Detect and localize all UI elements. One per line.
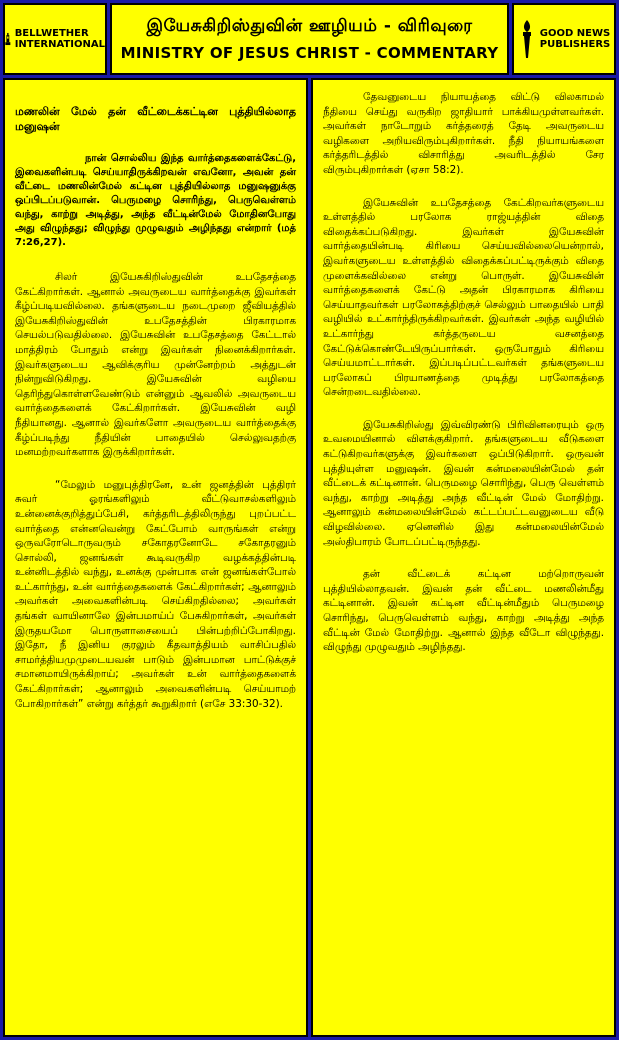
title-box	[110, 3, 509, 75]
left-paragraph-2: “மேலும் மனுபுத்திரனே, உன் ஜனத்தின் புத்திரர் சுவர் ஓரங்களிலும் வீட்டுவாசல்களிலும் உன்னைக்குறித்துப்பேசி, கர்த்தரிடத்திலிருந்து புறப்பட்ட வார்த்தை என்னவென்று கேட்போம் வாருங்கள் என்று ஒருவரோடொருவரும் சகோதரனோடே சகோதரனும் சொல்லி, ஜனங்கள் கூடிவருகிற வழக்கத்தின்படி உன்னிடத்தில் வந்து, உனக்கு முன்பாக என் ஜனங்கள்போல் உட்கார்ந்து, உன் வார்த்தைகளைக் கேட்கிறார்கள்; ஆனாலும் அவர்கள் அவைகளின்படி செய்கிறதில்லை; அவர்கள் தங்கள் வாயினாலே இன்பமாய்ப் பேசுகிறார்கள், அவர்கள் இருதயமோ பொருளாசையைப் பின்பற்றிப்போகிறது. இதோ, நீ இனிய குரலும் கீதவாத்தியம் வாசிப்பதில் சாமர்த்தியமுமுடையவன் பாடும் இன்பமான பாட்டுக்குச் சமானமாயிருக்கிறாய்; அவர்கள் உன் வார்த்தைகளைக் கேட்கிறார்கள்; ஆனாலும் அவைகளின்படி செய்யாமற் போகிறார்கள்” என்று கர்த்தர் கூறுகிறார் (எசே 33:30-32).	[15, 478, 296, 710]
title-tamil: இயேசுகிறிஸ்துவின் ஊழியம் - விரிவுரை	[146, 16, 473, 36]
right-column	[311, 78, 616, 1037]
logo-left-line2: INTERNATIONAL	[14, 39, 105, 50]
right-paragraph-1: தேவனுடைய நியாயத்தை விட்டு விலகாமல் நீதியை செய்து வருகிற ஜாதியார் பாக்கியமுள்ளவர்கள். அவர்கள் நாடோறும் கர்த்தரைத் தேடி அவருடைய வழிகளை அறியவிரும்புகிறார்கள். நீதி நியாயங்களை கர்த்தரிடத்தில் விசாரித்து அவரிடத்தில் சேர விரும்புகிறார்கள் (ஏசா 58:2).	[323, 91, 604, 176]
good-news-logo-text	[540, 28, 610, 51]
bellwether-logo	[3, 3, 107, 75]
bellwether-logo-text	[15, 28, 105, 51]
good-news-logo	[512, 3, 616, 75]
left-column	[3, 78, 308, 1037]
left-paragraph-1: சிலர் இயேசுகிறிஸ்துவின் உபதேசத்தை கேட்கிறார்கள். ஆனால் அவருடைய வார்த்தைக்கு இவர்கள் கீழ்ப்படியவில்லை. தங்களுடைய நடைமுறை ஜீவியத்தில் இயேசுகிறிஸ்துவின் உபதேசத்தின் பிரகாரமாக செயல்படுவதில்லை. இயேசுவின் உபதேசத்தை கேட்டால் மாத்திரம் போதும் என்று இவர்கள் நினைக்கிறார்கள். இவர்களுடைய ஆவிக்குரிய முன்னேற்றம் அத்துடன் நின்றுவிடுகிறது. இயேசுவின் வழியை தெரிந்துகொள்ளவேண்டும் என்னும் ஆவலில் அவருடைய வார்த்தைகளைக் கேட்கிறார்கள். இயேசுவின் வழி நீதியானது. ஆனால் இவர்களோ அவருடைய வார்த்தைக்கு கீழ்ப்படிந்து நீதியின் பாதையில் செல்லுவதற்கு மனமற்றவர்களாக இருக்கிறார்கள்.	[15, 271, 296, 459]
title-english: MINISTRY OF JESUS CHRIST - COMMENTARY	[120, 44, 499, 62]
right-paragraph-2: இயேசுவின் உபதேசத்தை கேட்கிறவர்களுடைய உள்ளத்தில் பரலோக ராஜ்யத்தின் விதை விதைக்கப்படுகிறது. இவர்கள் இயேசுவின் வார்த்தையின்படி கிரியை செய்யவில்லையென்றால், இவர்களுடைய உள்ளத்தில் விதைக்கப்பட்டிருக்கும் விதை முளைக்கவில்லை என்று பொருள். இயேசுவின் வார்த்தைகளைக் கேட்டு அதன் பிரகாரமாக கிரியை செய்யாதவர்கள் பரலோகத்திற்குச் செல்லும் பாதையில் பாதி வழியில் உட்கார்ந்திருக்கிறவர்கள். இவர்கள் அந்த வழியில் உட்கார்ந்து கர்த்தருடைய வசனத்தை கேட்டுக்கொண்டேயிருப்பார்கள். ஒருபோதும் கிரியை செய்யமாட்டார்கள். இப்படிப்பட்டவர்கள் தங்களுடைய பரலோகப் பிரயாணத்தை முடித்து பரலோகத்தை சென்றடைவதில்லை.	[323, 196, 604, 399]
bell-tower-icon	[5, 22, 11, 56]
logo-right-line1: GOOD NEWS	[539, 27, 611, 39]
logo-left-line1: BELLWETHER	[14, 27, 89, 39]
logo-right-line2: PUBLISHERS	[539, 39, 611, 50]
right-paragraph-3: இயேசுகிறிஸ்து இவ்விரண்டு பிரிவினரையும் ஒரு உவமையினால் விளக்குகிறார். தங்களுடைய வீடுகளை கட்டுகிறவர்களுக்கு இவர்களை ஒப்பிடுகிறார். ஒருவன் புத்தியுள்ள மனுஷன். இவன் கன்மலையின்மேல் தன் வீட்டைக் கட்டினான். பெருமழை சொரிந்து, பெரு வெள்ளம் வந்து, காற்று அடித்து அந்த வீட்டின் மேல் மோதிற்று. ஆனாலும் கன்மலையின்மேல் கட்டப்பட்டவனுடைய வீடு விழவில்லை. ஏனெனில் இது கன்மலையின்மேல் அஸ்திபாரம் போடப்பட்டிருந்தது.	[323, 418, 604, 548]
header-band	[3, 3, 616, 75]
section-heading: மணலின் மேல் தன் வீட்டைக்கட்டின புத்தியில்லாத மனுஷன்	[15, 105, 296, 133]
torch-icon	[518, 20, 536, 58]
scripture-quote: நான் சொல்லிய இந்த வார்த்தைகளைக்கேட்டு, இவைகளின்படி செய்யாதிருக்கிறவன் எவனோ, அவன் தன் வீட்டை மணலின்மேல் கட்டின புத்தியில்லாத மனுஷனுக்கு ஒப்பிடப்படுவான். பெருமழை சொரிந்து, பெருவெள்ளம் வந்து, காற்று அடித்து, அந்த வீட்டின்மேல் மோதினபோது அது விழுந்தது; விழுந்து முழுவதும் அழிந்தது என்றார் (மத் 7:26,27).	[15, 153, 296, 248]
content-columns	[3, 78, 616, 1037]
right-paragraph-4: தன் வீட்டைக் கட்டின மற்றொருவன் புத்தியில்லாதவன். இவன் தன் வீட்டை மணலின்மீது கட்டினான். இவன் கட்டின வீட்டின்மீதும் பெருமழை சொரிந்து, பெருவெள்ளம் வந்து, காற்று அடித்து அந்த வீட்டின் மேல் மோதிற்று. ஆனால் இந்த வீடோ விழுந்தது. விழுந்து முழுவதும் அழிந்தது.	[323, 568, 604, 654]
